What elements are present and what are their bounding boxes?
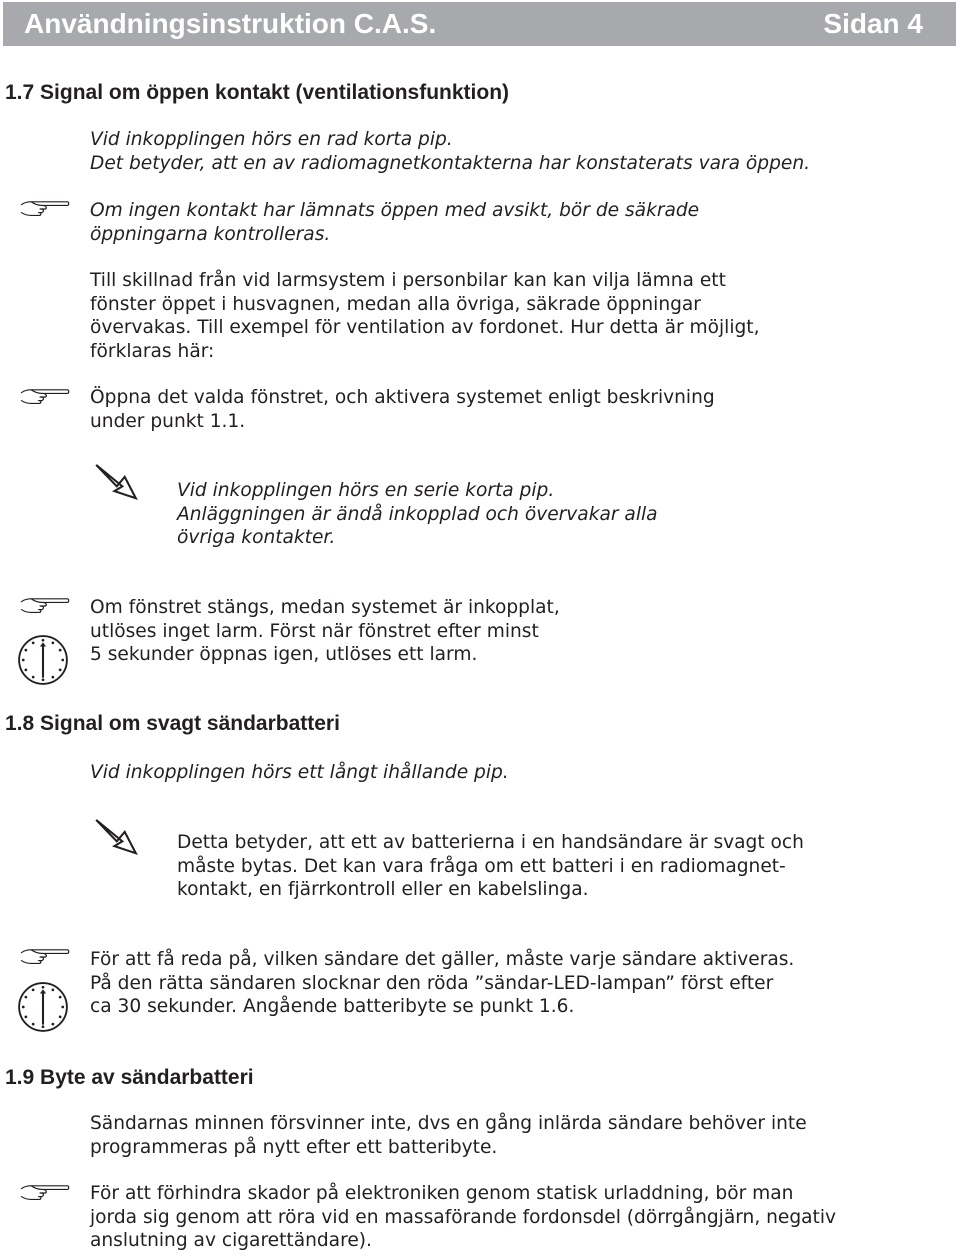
paragraph-9	[90, 948, 794, 1019]
paragraph-line: För att få reda på, vilken sändare det gäller, måste varje sändare aktiveras.	[90, 949, 795, 970]
paragraph-line: För att förhindra skador på elektroniken genom statisk urladdning, bör man	[90, 1183, 794, 1204]
section-heading-1-7: 1.7 Signal om öppen kontakt (ventilationsfunktion)	[5, 81, 510, 104]
paragraph-line: programmeras på nytt efter ett batteribyte.	[90, 1136, 498, 1158]
paragraph-line: Vid inkopplingen hörs en serie korta pip.	[177, 480, 555, 501]
paragraph-line: Öppna det valda fönstret, och aktivera systemet enligt beskrivning	[90, 387, 715, 408]
paragraph-line: Vid inkopplingen hörs en rad korta pip.	[90, 129, 453, 150]
pointing-hand-icon	[20, 946, 70, 968]
paragraph-line: Sändarnas minnen försvinner inte, dvs en gång inlärda sändare behöver inte	[90, 1113, 807, 1134]
pointing-hand-icon	[20, 595, 70, 617]
paragraph-line: ca 30 sekunder. Angående batteribyte se punkt 1.6.	[90, 996, 575, 1017]
paragraph-line: Till skillnad från vid larmsystem i personbilar kan kan vilja lämna ett	[90, 270, 726, 291]
paragraph-1	[90, 128, 810, 175]
paragraph-line: övriga kontakter.	[177, 527, 336, 548]
paragraph-5	[177, 479, 658, 550]
page-number: Sidan 4	[823, 8, 923, 39]
paragraph-line: Detta betyder, att ett av batterierna i en handsändare är svagt och	[177, 832, 804, 853]
paragraph-line: förklaras här:	[90, 340, 215, 362]
pointing-hand-icon	[20, 1182, 70, 1204]
paragraph-line: Om ingen kontakt har lämnats öppen med avsikt, bör de säkrade	[90, 200, 700, 221]
paragraph-line: anslutning av cigarettändare).	[90, 1230, 372, 1251]
clock-icon	[16, 633, 70, 687]
paragraph-line: kontakt, en fjärrkontroll eller en kabelslinga.	[177, 879, 589, 900]
paragraph-line: måste bytas. Det kan vara fråga om ett batteri i en radiomagnet-	[177, 855, 786, 877]
paragraph-line: Anläggningen är ändå inkopplad och övervakar alla	[177, 503, 658, 525]
paragraph-8	[177, 831, 804, 902]
paragraph-line: Det betyder, att en av radiomagnetkontakterna har konstaterats vara öppen.	[90, 152, 811, 174]
paragraph-3	[90, 269, 760, 363]
pointing-hand-icon	[20, 198, 70, 220]
section-heading-1-9: 1.9 Byte av sändarbatteri	[5, 1066, 254, 1089]
paragraph-line: 5 sekunder öppnas igen, utlöses ett larm.	[90, 644, 478, 665]
arrow-icon	[93, 815, 139, 863]
paragraph-10	[90, 1112, 807, 1159]
paragraph-line: Vid inkopplingen hörs ett långt ihållande pip.	[90, 762, 509, 783]
paragraph-6	[90, 596, 560, 667]
paragraph-line: Om fönstret stängs, medan systemet är inkopplat,	[90, 597, 560, 618]
paragraph-line: övervakas. Till exempel för ventilation av fordonet. Hur detta är möjligt,	[90, 317, 760, 338]
paragraph-11	[90, 1182, 836, 1253]
pointing-hand-icon	[20, 386, 70, 408]
paragraph-4	[90, 386, 715, 433]
document-title: Användningsinstruktion C.A.S.	[24, 8, 437, 39]
paragraph-line: utlöses inget larm. Först när fönstret efter minst	[90, 620, 539, 642]
paragraph-2	[90, 199, 699, 246]
arrow-icon	[93, 460, 139, 508]
clock-icon	[16, 980, 70, 1034]
paragraph-7	[90, 761, 509, 785]
section-heading-1-8: 1.8 Signal om svagt sändarbatteri	[5, 712, 340, 735]
paragraph-line: öppningarna kontrolleras.	[90, 223, 331, 245]
paragraph-line: under punkt 1.1.	[90, 410, 246, 432]
paragraph-line: fönster öppet i husvagnen, medan alla övriga, säkrade öppningar	[90, 293, 701, 315]
paragraph-line: På den rätta sändaren slocknar den röda ”sändar-LED-lampan” först efter	[90, 972, 774, 994]
paragraph-line: jorda sig genom att röra vid en massaförande fordonsdel (dörrgångjärn, negativ	[90, 1206, 837, 1228]
page-header	[3, 2, 956, 46]
